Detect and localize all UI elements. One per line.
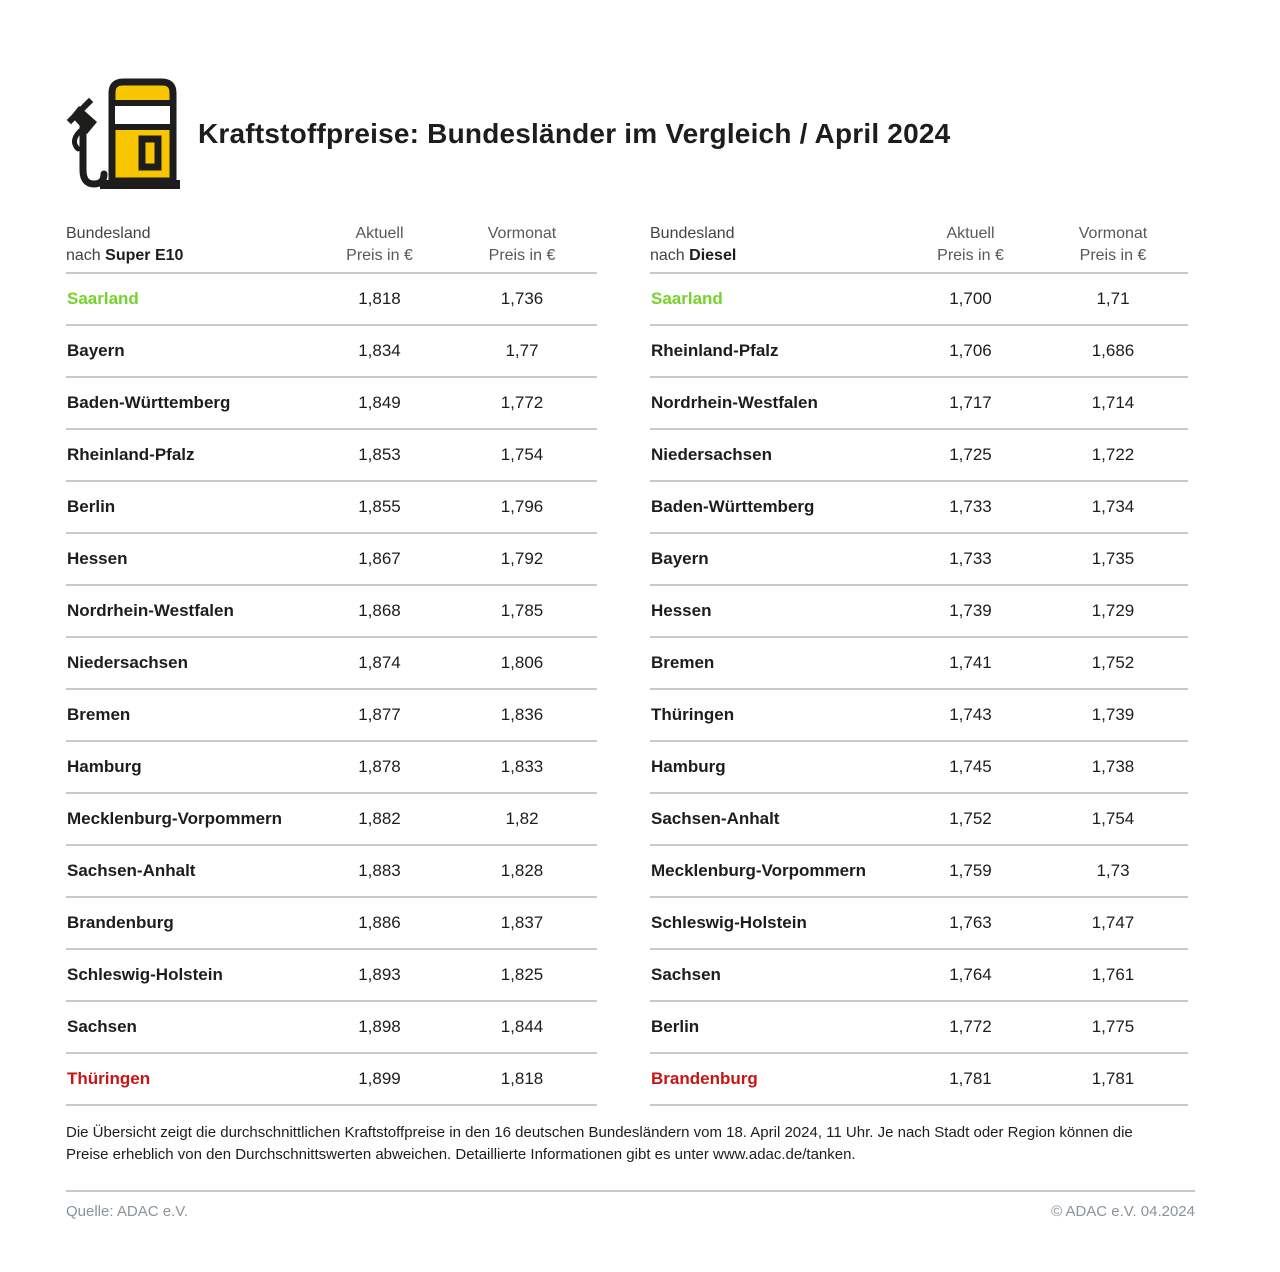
table-row [66,742,597,794]
table-row [650,742,1188,794]
state-name: Brandenburg [651,1069,758,1088]
column-header-state-line1: Bundesland [66,225,151,242]
state-name: Niedersachsen [651,445,772,464]
state-name: Thüringen [651,705,735,724]
current-price: 1,883 [358,861,401,880]
current-price: 1,877 [358,705,401,724]
column-header-state-line1: Bundesland [650,225,735,242]
page-title: Kraftstoffpreise: Bundesländer im Vergleich / April 2024 [198,118,951,149]
state-name: Bremen [67,705,131,724]
state-name: Hamburg [651,757,726,776]
table-row [650,534,1188,586]
previous-month-price: 1,836 [500,705,544,724]
state-name: Bremen [651,653,715,672]
current-price: 1,764 [949,965,992,984]
table-row [650,846,1188,898]
current-price: 1,763 [949,913,992,932]
current-price: 1,874 [358,653,401,672]
footer-divider [66,1190,1195,1192]
current-price: 1,878 [358,757,401,776]
current-price: 1,853 [358,445,401,464]
previous-month-price: 1,806 [500,653,544,672]
fuel-prefix: nach [650,247,685,264]
state-name: Brandenburg [67,913,174,932]
table-row [66,638,597,690]
table-body [66,274,597,1106]
table-row [66,430,597,482]
previous-month-price: 1,796 [500,497,544,516]
state-name: Hessen [651,601,712,620]
fuel-name: Diesel [689,247,737,264]
current-price: 1,706 [949,341,992,360]
current-price: 1,855 [358,497,401,516]
current-price: 1,886 [358,913,401,932]
state-name: Bayern [651,549,709,568]
table-row [66,534,597,586]
footnote-line-1: Die Übersicht zeigt die durchschnittlichen Kraftstoffpreise in den 16 deutschen Bundesländern vom 18. April 2024, 11 Uhr. Je nach Stadt oder Region können die [66,1124,1133,1141]
current-price: 1,893 [358,965,401,984]
current-price: 1,772 [949,1017,992,1036]
previous-month-price: 1,714 [1091,393,1135,412]
current-price: 1,725 [949,445,992,464]
current-price: 1,882 [358,809,401,828]
state-name: Hamburg [67,757,142,776]
current-price: 1,867 [358,549,401,568]
previous-month-price: 1,761 [1091,965,1135,984]
table-row [650,1054,1188,1106]
table-header [66,223,597,274]
fuel-prefix: nach [66,247,101,264]
previous-month-price: 1,754 [500,445,544,464]
table-row [66,586,597,638]
table-row [66,274,597,326]
state-name: Mecklenburg-Vorpommern [67,809,283,828]
table-header [650,223,1188,274]
current-price: 1,739 [949,601,992,620]
previous-month-price: 1,686 [1091,341,1135,360]
previous-month-price: 1,71 [1096,289,1130,308]
table-row [66,794,597,846]
current-price: 1,733 [949,497,992,516]
aktuell-unit: Preis in € [937,247,1004,264]
previous-month-price: 1,792 [500,549,544,568]
state-name: Saarland [651,289,723,308]
current-price: 1,743 [949,705,992,724]
footnote-line-2: Preise erheblich von den Durchschnittswerten abweichen. Detaillierte Informationen gibt es unter www.adac.de/tanken. [66,1146,856,1163]
column-header-aktuell [903,223,1038,267]
table-row [650,378,1188,430]
previous-month-price: 1,844 [500,1017,544,1036]
previous-month-price: 1,833 [500,757,544,776]
state-name: Nordrhein-Westfalen [67,601,234,620]
previous-month-price: 1,781 [1091,1069,1135,1088]
previous-month-price: 1,818 [500,1069,544,1088]
state-name: Schleswig-Holstein [67,965,223,984]
vormonat-label: Vormonat [1078,225,1148,242]
table-row [66,846,597,898]
previous-month-price: 1,735 [1091,549,1135,568]
footer [66,1203,1195,1220]
state-name: Niedersachsen [67,653,188,672]
state-name: Thüringen [67,1069,151,1088]
previous-month-price: 1,729 [1091,601,1135,620]
current-price: 1,733 [949,549,992,568]
tables-area [66,223,1213,1106]
state-name: Baden-Württemberg [67,393,231,412]
state-name: Sachsen [67,1017,137,1036]
current-price: 1,752 [949,809,992,828]
current-price: 1,899 [358,1069,401,1088]
previous-month-price: 1,77 [505,341,539,360]
state-name: Schleswig-Holstein [651,913,807,932]
aktuell-label: Aktuell [355,225,404,242]
previous-month-price: 1,828 [500,861,544,880]
current-price: 1,898 [358,1017,401,1036]
previous-month-price: 1,752 [1091,653,1135,672]
copyright-label: © ADAC e.V. 04.2024 [1051,1203,1195,1220]
state-name: Rheinland-Pfalz [651,341,779,360]
previous-month-price: 1,736 [500,289,544,308]
table-row [66,1054,597,1106]
current-price: 1,834 [358,341,401,360]
table-row [650,586,1188,638]
source-label: Quelle: ADAC e.V. [66,1203,189,1220]
state-name: Sachsen-Anhalt [651,809,780,828]
fuel-pump-icon [66,75,184,193]
previous-month-price: 1,754 [1091,809,1135,828]
table-row [66,378,597,430]
vormonat-unit: Preis in € [488,247,556,264]
table-row [650,274,1188,326]
previous-month-price: 1,747 [1091,913,1135,932]
state-name: Berlin [67,497,116,516]
state-name: Hessen [67,549,128,568]
table-diesel [650,223,1188,1106]
previous-month-price: 1,734 [1091,497,1135,516]
column-header-state-line2 [650,247,736,264]
previous-month-price: 1,73 [1096,861,1130,880]
fuel-name: Super E10 [105,247,184,264]
header [66,75,1213,193]
aktuell-label: Aktuell [946,225,995,242]
table-row [66,690,597,742]
state-name: Mecklenburg-Vorpommern [651,861,867,880]
current-price: 1,745 [949,757,992,776]
previous-month-price: 1,739 [1091,705,1135,724]
column-header-vormonat [1038,223,1188,267]
previous-month-price: 1,825 [500,965,544,984]
previous-month-price: 1,785 [500,601,544,620]
table-body [650,274,1188,1106]
table-row [650,638,1188,690]
state-name: Bayern [67,341,125,360]
vormonat-label: Vormonat [487,225,557,242]
state-name: Baden-Württemberg [651,497,815,516]
table-row [650,898,1188,950]
table-row [66,950,597,1002]
column-header-state-line2 [66,247,183,264]
current-price: 1,781 [949,1069,992,1088]
previous-month-price: 1,837 [500,913,544,932]
current-price: 1,759 [949,861,992,880]
table-row [66,326,597,378]
column-header-aktuell [312,223,447,267]
previous-month-price: 1,82 [505,809,539,828]
table-row [650,690,1188,742]
column-header-state [650,223,903,267]
previous-month-price: 1,722 [1091,445,1135,464]
current-price: 1,700 [949,289,992,308]
previous-month-price: 1,772 [500,393,544,412]
state-name: Berlin [651,1017,700,1036]
table-row [66,1002,597,1054]
current-price: 1,818 [358,289,401,308]
current-price: 1,849 [358,393,401,412]
table-row [650,430,1188,482]
state-name: Sachsen [651,965,721,984]
previous-month-price: 1,738 [1091,757,1135,776]
footnote [66,1122,1201,1166]
state-name: Nordrhein-Westfalen [651,393,818,412]
table-super-e10 [66,223,597,1106]
table-row [650,326,1188,378]
previous-month-price: 1,775 [1091,1017,1135,1036]
current-price: 1,741 [949,653,992,672]
state-name: Saarland [67,289,139,308]
state-name: Rheinland-Pfalz [67,445,195,464]
table-row [66,482,597,534]
column-header-vormonat [447,223,597,267]
table-row [650,794,1188,846]
column-header-state [66,223,312,267]
state-name: Sachsen-Anhalt [67,861,196,880]
current-price: 1,868 [358,601,401,620]
aktuell-unit: Preis in € [346,247,413,264]
table-row [650,950,1188,1002]
current-price: 1,717 [949,393,992,412]
vormonat-unit: Preis in € [1079,247,1147,264]
table-row [650,1002,1188,1054]
table-row [66,898,597,950]
table-row [650,482,1188,534]
